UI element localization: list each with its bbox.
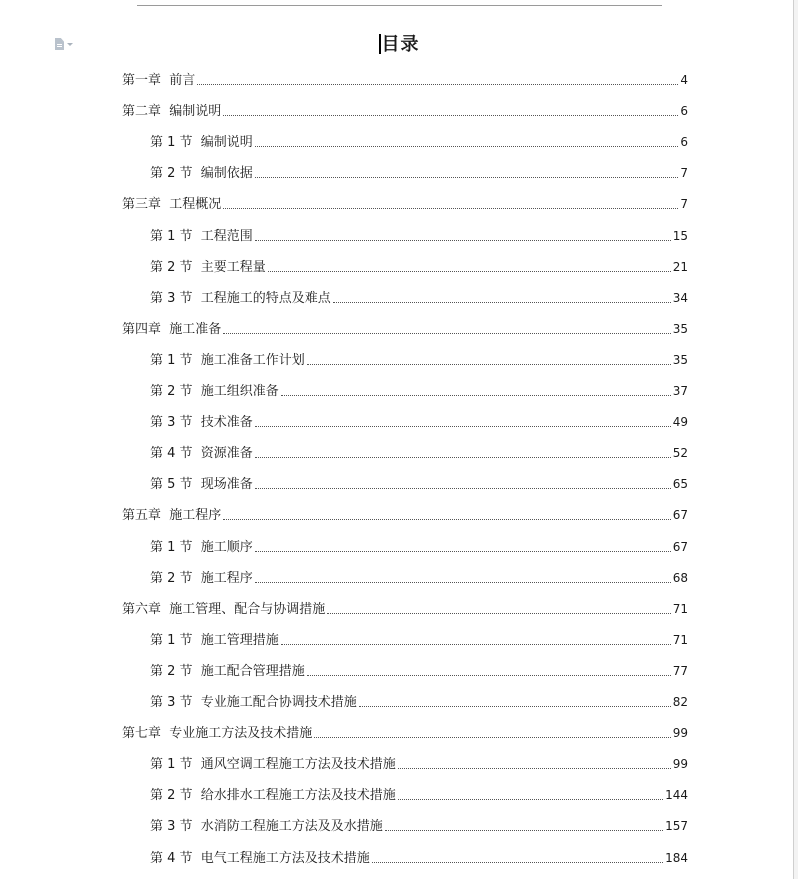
toc-section-entry[interactable] — [150, 225, 688, 245]
toc-page-number: 52 — [672, 446, 688, 461]
toc-section-entry[interactable] — [150, 847, 688, 867]
toc-dot-leader — [327, 613, 670, 614]
toc-entry-label: 第 4 节 电气工程施工方法及技术措施 — [150, 850, 370, 866]
text-cursor — [379, 34, 381, 54]
toc-entry-label: 第 2 节 给水排水工程施工方法及技术措施 — [150, 788, 396, 804]
toc-dot-leader — [255, 146, 679, 147]
toc-title: 目录 — [381, 34, 420, 55]
toc-page-number: 6 — [680, 104, 688, 119]
toc-chapter-entry[interactable] — [122, 318, 688, 338]
toc-chapter-entry[interactable] — [122, 193, 688, 213]
toc-section-entry[interactable] — [150, 567, 688, 587]
toc-entry-label: 第二章 编制说明 — [122, 104, 222, 120]
toc-entry-label: 第 4 节 资源准备 — [150, 446, 253, 462]
toc-dot-leader — [255, 457, 671, 458]
toc-dot-leader — [255, 551, 671, 552]
toc-dot-leader — [307, 675, 671, 676]
toc-page-number: 99 — [672, 757, 688, 772]
toc-entry-label: 第 3 节 工程施工的特点及难点 — [150, 290, 331, 306]
toc-entry-label: 第七章 专业施工方法及技术措施 — [122, 726, 313, 742]
toc-page-number: 35 — [672, 352, 688, 367]
toc-section-entry[interactable] — [150, 473, 688, 493]
toc-dot-leader — [314, 737, 670, 738]
toc-dot-leader — [307, 364, 671, 365]
toc-page-number: 7 — [680, 197, 688, 212]
toc-chapter-entry[interactable] — [122, 100, 688, 120]
toc-page-number: 37 — [672, 384, 688, 398]
toc-dot-leader — [255, 240, 671, 241]
toc-page-number: 67 — [672, 539, 688, 554]
toc-section-entry[interactable] — [150, 162, 688, 182]
toc-section-entry[interactable] — [150, 349, 688, 369]
toc-dot-leader — [281, 644, 671, 645]
toc-section-entry[interactable] — [150, 411, 688, 431]
toc-section-entry[interactable] — [150, 784, 688, 804]
toc-chapter-entry[interactable] — [122, 504, 688, 524]
toc-dot-leader — [398, 768, 671, 769]
toc-dot-leader — [223, 208, 678, 209]
toc-entry-label: 第 1 节 施工顺序 — [150, 539, 253, 555]
toc-dot-leader — [385, 830, 663, 831]
toc-page-number: 67 — [672, 508, 688, 523]
toc-dot-leader — [255, 177, 679, 178]
toc-chapter-entry[interactable] — [122, 598, 688, 618]
toc-dot-leader — [255, 582, 671, 583]
toc-entry-label: 第 3 节 技术准备 — [150, 415, 253, 431]
toc-dot-leader — [255, 488, 671, 489]
toc-section-entry[interactable] — [150, 629, 688, 649]
toc-section-entry[interactable] — [150, 287, 688, 307]
toc-page-number: 99 — [672, 726, 688, 741]
toc-page-number: 35 — [672, 321, 688, 336]
page-edge-scroll-area — [793, 0, 798, 879]
toc-page-number: 144 — [665, 788, 688, 803]
toc-entry-label: 第四章 施工准备 — [122, 321, 222, 337]
toc-entry-label: 第五章 施工程序 — [122, 508, 222, 524]
toc-dot-leader — [359, 706, 671, 707]
toc-page-number: 157 — [665, 819, 688, 834]
toc-dot-leader — [223, 333, 670, 334]
toc-dot-leader — [197, 84, 678, 85]
toc-page-number: 68 — [672, 570, 688, 585]
toc-page-number: 184 — [665, 850, 688, 865]
toc-page-number: 77 — [672, 663, 688, 678]
toc-dot-leader — [255, 426, 671, 427]
toc-section-entry[interactable] — [150, 442, 688, 462]
toc-dot-leader — [281, 395, 671, 396]
toc-entry-label: 第 2 节 施工配合管理措施 — [150, 663, 305, 679]
toc-entry-label: 第 2 节 施工程序 — [150, 570, 253, 586]
toc-entry-label: 第 1 节 施工管理措施 — [150, 632, 279, 648]
toc-page-number: 21 — [672, 259, 688, 274]
toc-page-number: 71 — [672, 632, 688, 647]
toc-page-number: 65 — [672, 477, 688, 492]
toc-entry-label: 第 1 节 工程范围 — [150, 228, 253, 244]
toc-entry-label: 第 2 节 主要工程量 — [150, 259, 266, 275]
toc-dot-leader — [333, 302, 671, 303]
toc-page-number: 49 — [672, 415, 688, 430]
toc-entry-label: 第 3 节 专业施工配合协调技术措施 — [150, 695, 357, 710]
toc-section-entry[interactable] — [150, 660, 688, 680]
toc-entry-label: 第 1 节 施工准备工作计划 — [150, 352, 305, 368]
toc-dot-leader — [372, 862, 663, 863]
toc-entry-label: 第一章 前言 — [122, 73, 196, 88]
toc-section-entry[interactable] — [150, 131, 688, 151]
toc-section-entry[interactable] — [150, 536, 688, 556]
toc-entry-label: 第 1 节 编制说明 — [150, 135, 253, 151]
toc-entry-label: 第 3 节 水消防工程施工方法及及水措施 — [150, 819, 383, 835]
toc-dot-leader — [268, 271, 671, 272]
toc-page-number: 4 — [680, 73, 688, 87]
toc-dot-leader — [223, 115, 678, 116]
toc-chapter-entry[interactable] — [122, 69, 688, 89]
toc-entry-label: 第 2 节 编制依据 — [150, 166, 253, 182]
toc-page-number: 6 — [680, 135, 688, 150]
toc-page-number: 82 — [672, 695, 688, 709]
toc-dot-leader — [223, 519, 670, 520]
toc-entry-label: 第三章 工程概况 — [122, 197, 222, 213]
toc-entry-label: 第 5 节 现场准备 — [150, 477, 253, 493]
toc-section-entry[interactable] — [150, 691, 688, 711]
toc-section-entry[interactable] — [150, 753, 688, 773]
toc-entry-label: 第 1 节 通风空调工程施工方法及技术措施 — [150, 757, 396, 773]
toc-page-number: 34 — [672, 290, 688, 305]
toc-page-number: 71 — [672, 601, 688, 616]
toc-page-number: 7 — [680, 166, 688, 181]
toc-section-entry[interactable] — [150, 815, 688, 835]
toc-entry-label: 第 2 节 施工组织准备 — [150, 384, 279, 399]
toc-chapter-entry[interactable] — [122, 722, 688, 742]
toc-entry-label: 第六章 施工管理、配合与协调措施 — [122, 601, 326, 617]
toc-section-entry[interactable] — [150, 380, 688, 400]
toc-dot-leader — [398, 799, 663, 800]
toc-section-entry[interactable] — [150, 256, 688, 276]
page-header-rule — [137, 5, 662, 6]
toc-title-container[interactable] — [0, 33, 798, 57]
toc-page-number: 15 — [672, 228, 688, 243]
